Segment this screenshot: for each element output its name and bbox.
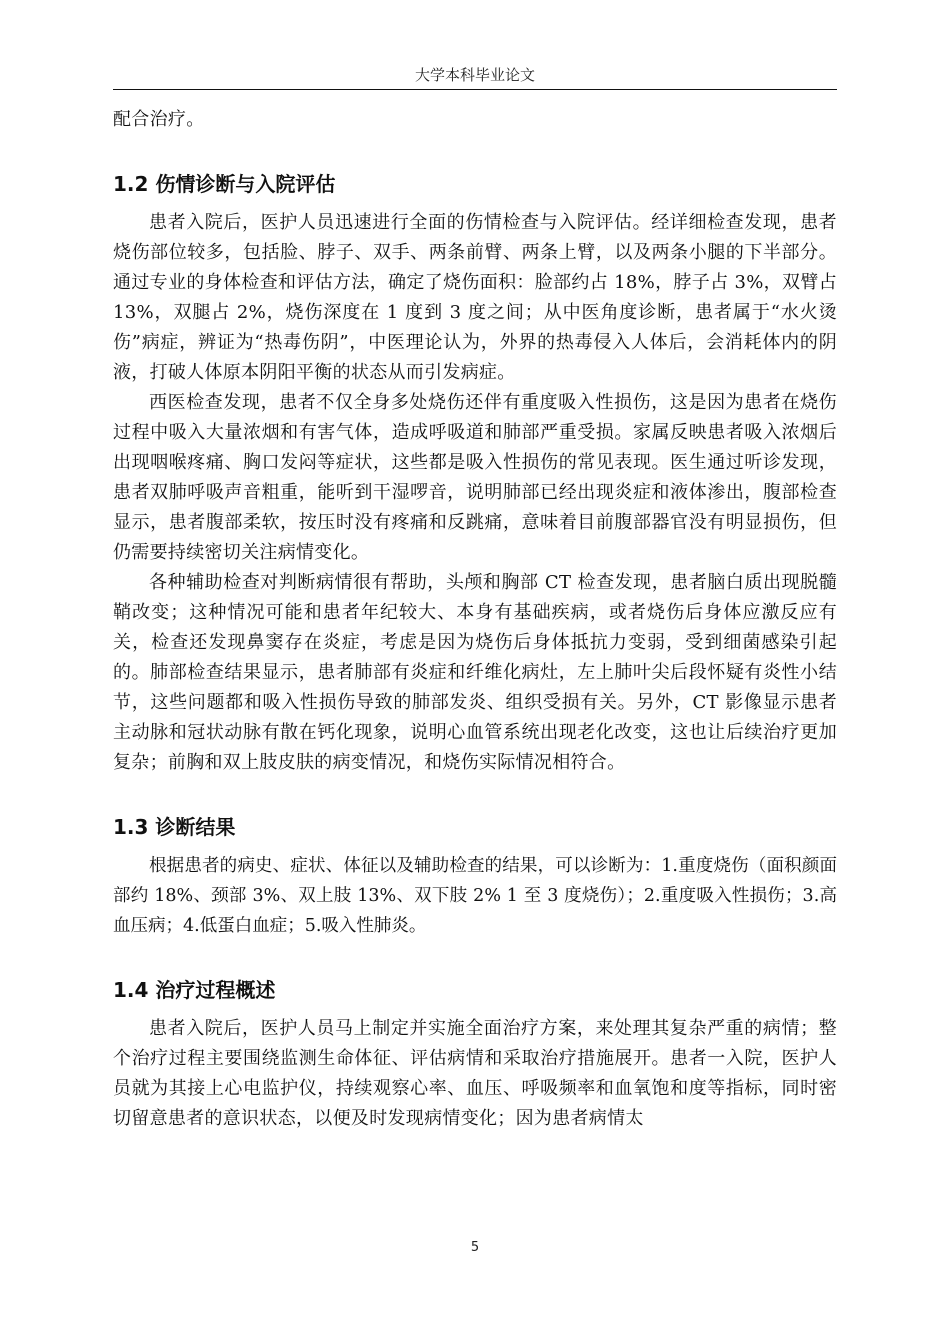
page-number: 5 <box>470 1240 480 1255</box>
section-heading-1-4: 1.4 治疗过程概述 <box>113 978 276 1002</box>
header-rule <box>113 89 837 90</box>
paragraph: 各种辅助检查对判断病情很有帮助，头颅和胸部 CT 检查发现，患者脑白质出现脱髓鞘改变；这种情况可能和患者年纪较大、本身有基础疾病，或者烧伤后身体应激反应有关，检查还发现鼻窦存在炎症，考虑是因为烧伤后身体抵抗力变弱，受到细菌感染引起的。肺部检查结果显示，患者肺部有炎症和纤维化病灶，左上肺叶尖后段怀疑有炎性小结节，这些问题都和吸入性损伤导致的肺部发炎、组织受损有关。另外，CT 影像显示患者主动脉和冠状动脉有散在钙化现象，说明心血管系统出现老化改变，这也让后续治疗更加复杂；前胸和双上肢皮肤的病变情况，和烧伤实际情况相符合。 <box>113 572 837 773</box>
paragraph: 患者入院后，医护人员迅速进行全面的伤情检查与入院评估。经详细检查发现，患者烧伤部位较多，包括脸、脖子、双手、两条前臂、两条上臂，以及两条小腿的下半部分。通过专业的身体检查和评估方法，确定了烧伤面积：脸部约占 18%，脖子占 3%，双臂占 13%，双腿占 2%，烧伤深度在 1 度到 3 度之间；从中医角度诊断，患者属于“水火烫伤”病症，辨证为“热毒伤阴”，中医理论认为，外界的热毒侵入人体后，会消耗体内的阴液，打破人体原本阴阳平衡的状态从而引发病症。 <box>113 212 837 383</box>
paragraph-continuation: 配合治疗。 <box>113 109 205 130</box>
page-content <box>113 105 837 1134</box>
paragraph: 根据患者的病史、症状、体征以及辅助检查的结果，可以诊断为：1.重度烧伤（面积颜面部约 18%、颈部 3%、双上肢 13%、双下肢 2% 1 至 3 度烧伤）；2.重度吸入性损伤；3.高血压病；4.低蛋白血症；5.吸入性肺炎。 <box>113 856 837 936</box>
section-heading-1-3: 1.3 诊断结果 <box>113 815 236 839</box>
paragraph: 患者入院后，医护人员马上制定并实施全面治疗方案，来处理其复杂严重的病情；整个治疗过程主要围绕监测生命体征、评估病情和采取治疗措施展开。患者一入院，医护人员就为其接上心电监护仪，持续观察心率、血压、呼吸频率和血氧饱和度等指标，同时密切留意患者的意识状态，以便及时发现病情变化；因为患者病情太 <box>113 1018 837 1129</box>
running-header: 大学本科毕业论文 <box>414 66 535 84</box>
section-heading-1-2: 1.2 伤情诊断与入院评估 <box>113 172 336 196</box>
paragraph: 西医检查发现，患者不仅全身多处烧伤还伴有重度吸入性损伤，这是因为患者在烧伤过程中吸入大量浓烟和有害气体，造成呼吸道和肺部严重受损。家属反映患者吸入浓烟后出现咽喉疼痛、胸口发闷等症状，这些都是吸入性损伤的常见表现。医生通过听诊发现，患者双肺呼吸声音粗重，能听到干湿啰音，说明肺部已经出现炎症和液体渗出，腹部检查显示，患者腹部柔软，按压时没有疼痛和反跳痛，意味着目前腹部器官没有明显损伤，但仍需要持续密切关注病情变化。 <box>113 392 837 563</box>
